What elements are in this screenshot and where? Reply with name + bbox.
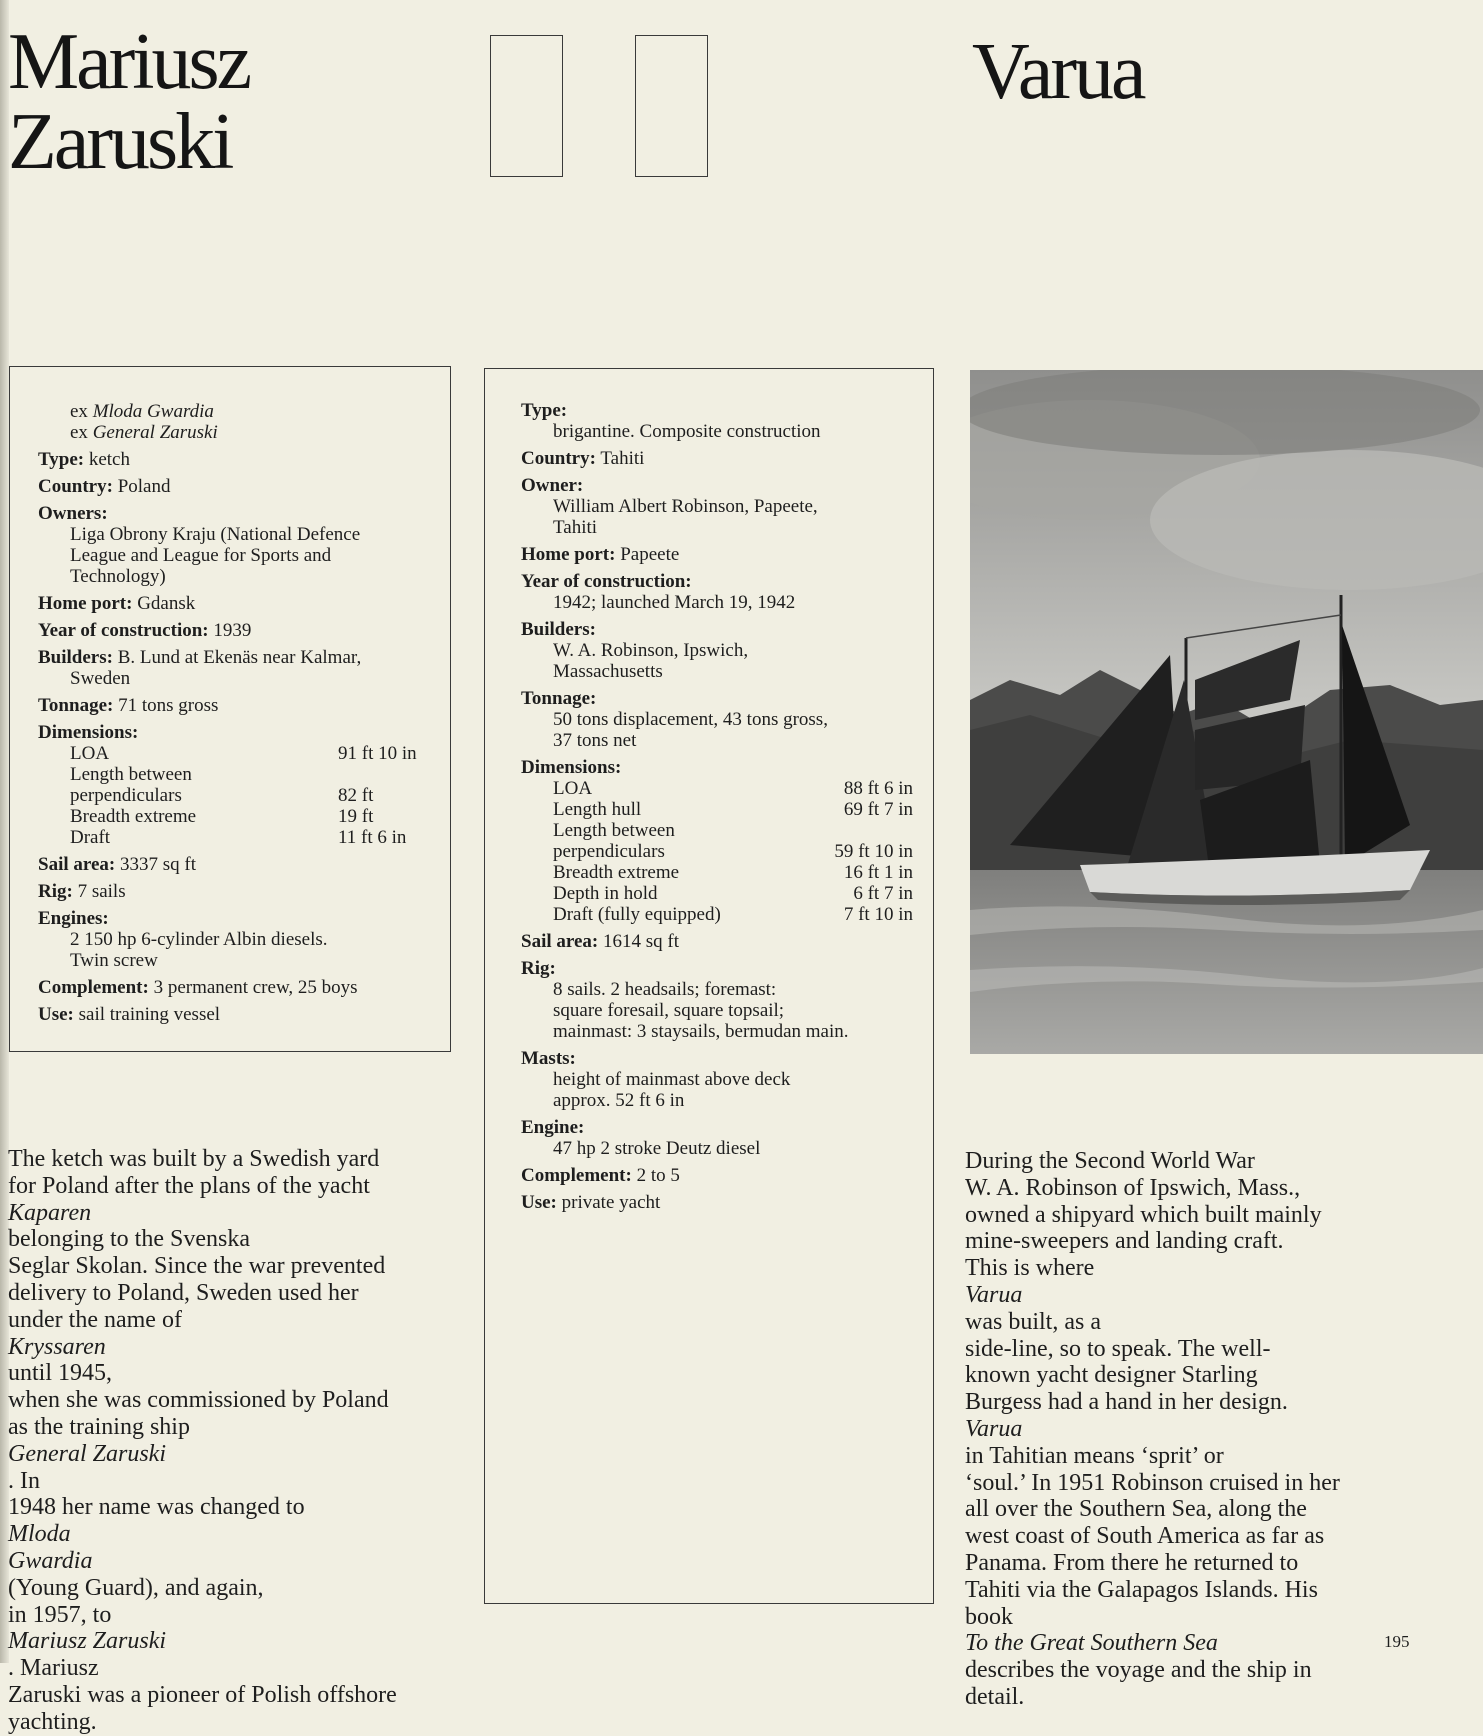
- former-name: ex Mloda Gwardia: [70, 401, 214, 422]
- text-line: side-line, so to speak. The well-: [965, 1335, 1271, 1362]
- spec-engines: Engines: 2 150 hp 6-cylinder Albin diesels. Twin screw: [38, 908, 328, 971]
- former-name: ex General Zaruski: [70, 422, 218, 443]
- spec-year: Year of construction: 1942; launched March 19, 1942: [521, 571, 796, 613]
- spec-type: Type: brigantine. Composite construction: [521, 400, 821, 442]
- text-line: W. A. Robinson of Ipswich, Mass.,: [965, 1174, 1301, 1201]
- spec-use: Use: sail training vessel: [38, 1004, 221, 1025]
- mariusz-zaruski-specs: [9, 366, 451, 1052]
- spec-sail-area: Sail area: 3337 sq ft: [38, 854, 196, 875]
- spec-owners: Owners: Liga Obrony Kraju (National Defence League and League for Sports and Technology): [38, 503, 361, 587]
- text-line: under the name of Kryssaren until 1945,: [8, 1306, 182, 1387]
- spec-country: Country: Tahiti: [521, 448, 645, 469]
- left-ship-title: [8, 18, 250, 186]
- spec-builders: Builders: W. A. Robinson, Ipswich, Massachusetts: [521, 619, 749, 682]
- text-line: delivery to Poland, Sweden used her: [8, 1279, 359, 1306]
- mariusz-zaruski-description: [8, 1146, 448, 1736]
- text-line: known yacht designer Starling: [965, 1362, 1258, 1389]
- decorative-frame-1: [490, 35, 563, 177]
- spec-builders: Builders: B. Lund at Ekenäs near Kalmar, Sweden: [38, 647, 362, 689]
- text-line: Seglar Skolan. Since the war prevented: [8, 1253, 386, 1280]
- text-line: mine-sweepers and landing craft.: [965, 1228, 1284, 1255]
- varua-specs: [484, 368, 934, 1604]
- spec-engine: Engine: 47 hp 2 stroke Deutz diesel: [521, 1117, 761, 1159]
- spec-country: Country: Poland: [38, 476, 171, 497]
- spec-use: Use: private yacht: [521, 1192, 661, 1213]
- text-line: Tahiti via the Galapagos Islands. His: [965, 1576, 1318, 1603]
- spec-home-port: Home port: Papeete: [521, 544, 680, 565]
- text-line: Varua in Tahitian means ‘sprit’ or: [965, 1415, 1224, 1469]
- right-ship-title: Varua: [972, 28, 1144, 116]
- sailing-ship-illustration: [970, 370, 1483, 1054]
- text-line: Burgess had a hand in her design.: [965, 1389, 1288, 1416]
- spec-type: Type: ketch: [38, 449, 130, 470]
- text-line: The ketch was built by a Swedish yard: [8, 1146, 380, 1172]
- text-line: when she was commissioned by Poland: [8, 1387, 389, 1414]
- spec-rig: Rig: 8 sails. 2 headsails; foremast: square foresail, square topsail; mainmast: 3 staysails, bermudan main.: [521, 958, 849, 1042]
- text-line: book To the Great Southern Sea: [965, 1603, 1218, 1657]
- text-line: west coast of South America as far as: [965, 1523, 1325, 1550]
- text-line: Panama. From there he returned to: [965, 1549, 1299, 1576]
- text-line: 1948 her name was changed to Mloda: [8, 1494, 305, 1548]
- text-line: ‘soul.’ In 1951 Robinson cruised in her: [965, 1469, 1340, 1496]
- decorative-frame-2: [635, 35, 708, 177]
- text-line: Zaruski was a pioneer of Polish offshore: [8, 1681, 397, 1708]
- spec-rig: Rig: 7 sails: [38, 881, 126, 902]
- text-line: Kaparen belonging to the Svenska: [8, 1199, 250, 1253]
- text-line: for Poland after the plans of the yacht: [8, 1172, 370, 1199]
- text-line: as the training ship General Zaruski . In: [8, 1413, 190, 1494]
- spec-dimensions: Dimensions: LOA 88 ft 6 in Length hull 69 ft 7 in Length between perpendiculars 59 ft 10 in Breadth extreme 16 ft 1 in Depth in hold 6 ft 7 in Draft (fully equipped) 7 ft 10 in: [521, 757, 913, 925]
- spec-tonnage: Tonnage: 50 tons displacement, 43 tons gross, 37 tons net: [521, 688, 828, 751]
- text-line: This is where Varua was built, as a: [965, 1255, 1101, 1335]
- spec-owner: Owner: William Albert Robinson, Papeete, Tahiti: [521, 475, 818, 538]
- page-number: 195: [1384, 1632, 1410, 1651]
- left-title-line-2: Zaruski: [8, 98, 232, 186]
- varua-description: [965, 1148, 1385, 1711]
- text-line: Gwardia (Young Guard), and again,: [8, 1547, 264, 1601]
- spec-masts: Masts: height of mainmast above deck approx. 52 ft 6 in: [521, 1048, 791, 1111]
- spec-dimensions: Dimensions: LOA 91 ft 10 in Length between perpendiculars 82 ft Breadth extreme 19 ft Draft 11 ft 6 in: [38, 722, 417, 848]
- spec-sail-area: Sail area: 1614 sq ft: [521, 931, 679, 952]
- spec-year: Year of construction: 1939: [38, 620, 252, 641]
- spec-home-port: Home port: Gdansk: [38, 593, 196, 614]
- spec-complement: Complement: 3 permanent crew, 25 boys: [38, 977, 358, 998]
- text-line: During the Second World War: [965, 1148, 1255, 1174]
- spec-tonnage: Tonnage: 71 tons gross: [38, 695, 219, 716]
- text-line: owned a shipyard which built mainly: [965, 1201, 1322, 1228]
- left-title-line-1: Mariusz: [8, 18, 250, 106]
- text-line: describes the voyage and the ship in: [965, 1657, 1312, 1684]
- text-line: detail.: [965, 1683, 1025, 1710]
- text-line: in 1957, to Mariusz Zaruski . Mariusz: [8, 1601, 167, 1682]
- varua-photo: [970, 370, 1483, 1054]
- spec-complement: Complement: 2 to 5: [521, 1165, 680, 1186]
- text-line: all over the Southern Sea, along the: [965, 1496, 1307, 1523]
- text-line: yachting.: [8, 1708, 97, 1735]
